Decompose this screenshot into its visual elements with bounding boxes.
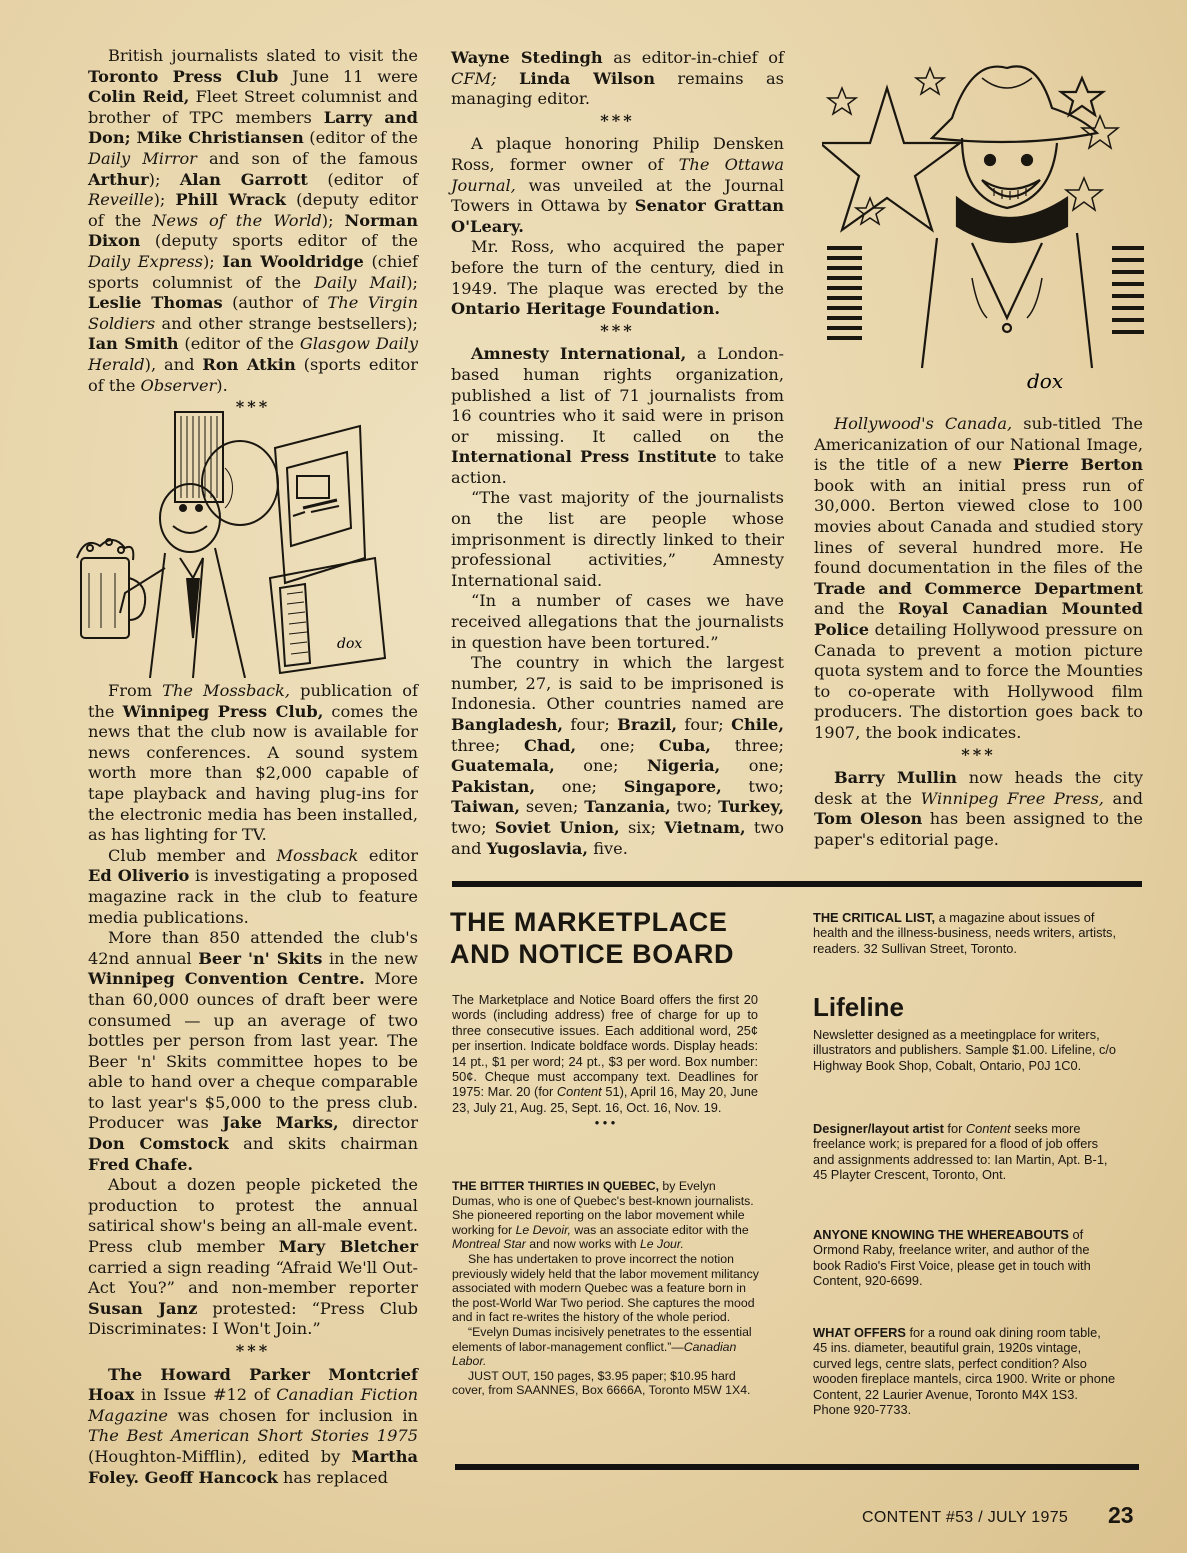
ad-designer (813, 1121, 1118, 1183)
bold-text: Leslie Thomas (88, 293, 223, 313)
text-run: publication of the (88, 681, 418, 721)
italic-text: Canadian Fiction Magazine (88, 1385, 419, 1425)
text-run: director (338, 1113, 418, 1133)
text-run: ), and (144, 354, 203, 374)
bold-text: Bangladesh, (451, 715, 564, 734)
bold-text: Vietnam, (664, 817, 746, 837)
lifeline-heading: Lifeline (813, 992, 905, 1022)
text-run: four; (676, 715, 732, 734)
bold-text: Yugoslavia, (486, 838, 589, 858)
text-run: A plaque honoring Philip Densken Ross, former owner of (451, 134, 784, 174)
bold-text: Don Comstock (88, 1134, 229, 1154)
text-run: two and (451, 817, 784, 858)
text-run: (sports editor of the (88, 354, 418, 395)
text-run: has replaced (277, 1467, 388, 1487)
bold-text: Ian Wooldridge (222, 251, 364, 271)
text-run: in Issue #12 of (134, 1385, 277, 1405)
bold-text: Tom Oleson (814, 809, 923, 829)
italic-text: Content (556, 1084, 602, 1100)
text-run: a London-based human rights organization, published a list of 71 journalists from 16 countries who it said were in prison or missing. It called on the (451, 344, 784, 446)
italic-text: News of the World (152, 210, 322, 230)
text-run: About a dozen people picketed the production to protest the annual satirical show's being an all-male event. Press club member (88, 1175, 418, 1257)
bold-text: Senator Grattan O'Leary. (451, 196, 784, 236)
text-run: ); (148, 169, 180, 189)
paragraph-mr-ross (451, 237, 784, 319)
bold-text: Ron Atkin (202, 354, 296, 374)
text-run: and skits chairman (228, 1134, 418, 1154)
separator-stars: *** (600, 110, 635, 130)
text-run: was unveiled at the Journal Towers in Ottawa by (451, 175, 784, 216)
text-run: as editor-in-chief of (602, 48, 784, 67)
bold-text: Larry and Don; Mike Christiansen (88, 107, 419, 148)
text-run: for (943, 1121, 966, 1136)
text-run: comes the news that the club now is available for news conferences. A sound system worth more than $2,000 capable of tape playback and having plug-ins for the electronic media has been installed, as has lighting for TV. (88, 701, 419, 845)
italic-text: The Virgin Soldiers (88, 293, 418, 333)
text-run: has been assigned to the paper's editorial page. (814, 809, 1143, 849)
text-run: three; (451, 735, 525, 755)
bold-text: Jake Marks, (222, 1113, 339, 1133)
paragraph-picketed (88, 1175, 418, 1340)
bold-text: WHAT OFFERS (813, 1325, 906, 1340)
marketplace-heading: THE MARKETPLACE AND NOTICE BOARD (450, 907, 735, 969)
text-run: to take action. (451, 447, 784, 487)
text-run: protested: “Press Club Discriminates: I Won't Join.” (88, 1298, 419, 1339)
ad-what-offers (813, 1325, 1118, 1417)
text-run: Mr. Ross, who acquired the paper before the turn of the century, died in 1949. The plaque was erected by the (451, 237, 784, 298)
text-run: She has undertaken to prove incorrect the notion previously widely held that the labor movement militancy associated with modern Quebec was a feature born in the post-World War Two period. She captures the mood and in fact re-writes the history of the whole period. (452, 1251, 759, 1325)
column-1-top (88, 46, 418, 421)
text-run: one; (576, 735, 659, 755)
paragraph-howard-parker (88, 1365, 418, 1489)
italic-text: Reveille (88, 190, 154, 210)
italic-text: Observer (140, 375, 217, 395)
italic-text: Canadian Labor. (452, 1339, 737, 1369)
italic-text: Content (965, 1121, 1011, 1136)
bold-text: Pakistan, (451, 776, 536, 796)
text-run: (editor of the (178, 334, 300, 354)
italic-text: CFM; (451, 68, 497, 88)
bold-text: International Press Institute (451, 447, 717, 467)
bold-text: Ontario Heritage Foundation. (451, 299, 721, 319)
bold-text: Singapore, (623, 776, 722, 796)
text-run: British journalists slated to visit the (108, 46, 418, 65)
text-run: two; (451, 817, 495, 837)
bold-text: Ed Oliverio (88, 866, 190, 886)
bold-text: Pierre Berton (1012, 455, 1144, 475)
divider-top (452, 881, 1142, 887)
text-run: ); (406, 272, 418, 292)
text-run (497, 69, 519, 88)
text-run: June 11 were (278, 66, 418, 86)
bold-text: Phill Wrack (175, 190, 286, 210)
column-1-bottom (88, 681, 418, 1488)
separator-stars: *** (961, 744, 996, 764)
text-run: Fleet Street columnist and brother of TPC members (88, 87, 418, 127)
bold-text: Nigeria, (646, 756, 721, 776)
bold-text: The Howard Parker Montcrief Hoax (88, 1364, 418, 1405)
bold-text: Beer 'n' Skits (198, 948, 323, 968)
text-run: ). (216, 375, 228, 395)
paragraph-british-journalists (88, 46, 418, 396)
bold-text: Tanzania, (584, 797, 671, 817)
paragraph-amnesty (451, 344, 784, 488)
text-run: ); (321, 210, 345, 230)
italic-text: Le Jour. (639, 1237, 684, 1252)
text-run: remains as managing editor. (451, 68, 784, 109)
text-run: book with an initial press run of 30,000. Berton viewed close to 100 movies about Canada and studied story lines of several hundred more. He found documentation in the files of the (814, 475, 1143, 578)
bold-text: Barry Mullin (834, 768, 957, 788)
bold-text: Chad, (524, 735, 577, 755)
text-run: of Ormond Raby, freelance writer, and author of the book Radio's First Voice, please get in touch with Content, 920-6699. (813, 1227, 1091, 1289)
bold-text: Soviet Union, (494, 817, 620, 837)
separator-stars: *** (600, 320, 635, 340)
bold-text: Winnipeg Convention Centre. (88, 969, 365, 989)
italic-text: The Ottawa Journal, (451, 154, 785, 195)
bold-text: Brazil, (617, 715, 677, 734)
bold-text: Arthur (88, 169, 149, 189)
text-run: two; (670, 797, 719, 817)
cartoon-beer-man-illustration (75, 408, 420, 678)
paragraph-barry-mullin (814, 768, 1143, 850)
bold-text: THE CRITICAL LIST, (813, 910, 936, 925)
text-run: seeks more freelance work; is prepared for a flood of job offers and assignments addressed to: Ian Martin, Apt. B-1, 45 Playter Crescent, Toronto, Ont. (813, 1121, 1108, 1183)
text-run: “In a number of cases we have received allegations that the journalists in question have been tortured.” (451, 591, 784, 652)
text-run: The Marketplace and Notice Board offers the first 20 words (including address) free of charge for up to three consecutive issues. Each additional word, 25¢ per insertion. Indicate boldface words. Display heads: 14 pt., $1 per word; 24 pt., $3 per word. Box number: 50¢. Cheque must accompany text. Deadlines for 1975: Mar. 20 (for (452, 992, 758, 1100)
text-run: one; (535, 776, 624, 796)
text-run: (editor of the (303, 128, 418, 148)
cartoon-signature: dox (337, 636, 363, 652)
paragraph-countries (451, 653, 784, 859)
text-run: sub-titled The Americanization of our National Image, is the title of a new (814, 414, 1144, 475)
text-run: now heads the city desk at the (814, 768, 1143, 808)
italic-text: Winnipeg Free Press, (920, 788, 1104, 808)
bold-text: Wayne Stedingh (451, 48, 603, 67)
text-run: and son of the famous (196, 148, 418, 168)
footer-publication: CONTENT #53 / JULY 1975 (862, 1509, 1069, 1526)
bold-text: THE BITTER THIRTIES IN QUEBEC, (452, 1179, 660, 1193)
bold-text: Norman Dixon (88, 210, 419, 251)
italic-text: Mossback (276, 845, 359, 865)
italic-text: Le Devoir, (515, 1222, 571, 1237)
paragraph-mossback (88, 681, 418, 846)
text-run: was an associate editor with the (570, 1222, 749, 1237)
divider-bottom (455, 1464, 1139, 1470)
text-run: carried a sign reading “Afraid We'll Out-Act You?” and non-member reporter (88, 1257, 418, 1298)
text-run: a magazine about issues of health and the illness-business, needs writers, artists, readers. 32 Sullivan Street, Toronto. (813, 910, 1117, 956)
bold-text: Linda Wilson (519, 68, 655, 88)
text-run: was chosen for inclusion in (167, 1405, 418, 1425)
text-run: (chief sports columnist of the (88, 251, 419, 292)
column-2 (451, 48, 784, 859)
italic-text: Daily Mirror (88, 148, 197, 168)
text-run: and other strange bestsellers); (155, 313, 418, 333)
text-run: three; (710, 735, 784, 755)
ad-anyone-knowing (813, 1227, 1117, 1289)
bold-text: Amnesty International, (471, 344, 687, 364)
text-run: five. (588, 838, 628, 858)
ad-lifeline (813, 1027, 1125, 1073)
italic-text: Daily Express (88, 251, 203, 271)
column-3 (814, 414, 1143, 850)
text-run: ); (153, 190, 176, 210)
text-run: one; (554, 756, 647, 776)
text-run: (editor of (307, 169, 418, 189)
text-run: From (108, 681, 163, 700)
ad-bitter-thirties (452, 1179, 759, 1398)
text-run: (deputy sports editor of the (140, 231, 418, 251)
bold-text: Martha Foley. Geoff Hancock (88, 1446, 418, 1487)
text-run: More than 850 attended the club's 42nd annual (88, 928, 418, 968)
bold-text: Colin Reid, (88, 87, 190, 107)
italic-text: Montreal Star (452, 1237, 526, 1252)
italic-text: The Best American Short Stories 1975 (88, 1426, 418, 1446)
paragraph-hollywoods-canada (814, 414, 1143, 744)
bold-text: Winnipeg Press Club, (122, 701, 324, 721)
text-run: in the new (322, 948, 418, 968)
bold-text: ANYONE KNOWING THE WHEREABOUTS (813, 1227, 1069, 1242)
paragraph-amnesty-quote (451, 488, 784, 591)
page-number: 23 (1108, 1502, 1134, 1528)
text-run: and the (814, 599, 898, 619)
text-run: seven; (519, 797, 585, 817)
bold-text: Trade and Commerce Department (814, 578, 1143, 598)
bold-text: Taiwan, (451, 797, 520, 817)
bold-text: Guatemala, (451, 756, 555, 776)
marketplace-intro: The Marketplace and Notice Board offers the first 20 words (including address) free of charge for up to three consecutive issues. Each additional word, 25¢ per insertion. Indicate boldface words. Display heads: 14 pt., $1 per word; 24 pt., $3 per word. Box number: 50¢. Cheque must accompany text. Deadlines for 1975: Mar. 20 (for Content 51), April 16, May 20, June 23, July 21, Aug. 25, Sept. 16, Oct. 16, Nov. 19. • • • (452, 992, 759, 1131)
text-run: (deputy editor of the (88, 190, 418, 230)
text-run: four; (563, 715, 618, 734)
italic-text: Glasgow Daily Herald (88, 334, 418, 374)
text-run: for a round oak dining room table, 45 ins. diameter, beautiful grain, 1920s vintage, curved legs, centre slats, perfect condition? Also wooden fireplace mantels, circa 1900. Write or phone Content, 22 Laurier Avenue, Toronto M4X 1S3. Phone 920-7733. (813, 1325, 1116, 1418)
text-run: Club member and (108, 845, 277, 865)
text-run: and (1103, 788, 1143, 808)
bold-text: Cuba, (658, 735, 711, 755)
text-run: “Evelyn Dumas incisively penetrates to the essential elements of labor-management conflict.”— (452, 1324, 752, 1354)
separator-stars: *** (235, 1341, 271, 1360)
text-run: (Houghton-Mifflin), edited by (88, 1446, 352, 1466)
bold-text: Royal Canadian Mounted Police (814, 599, 1143, 639)
text-run: 51), April 16, May 20, June 23, July 21, Aug. 25, Sept. 16, Oct. 16, Nov. 19. (452, 1084, 759, 1115)
text-run: The country in which the largest number, 27, is said to be imprisoned is Indonesia. Other countries named are (451, 653, 784, 714)
text-run: Newsletter designed as a meetingplace for writers, illustrators and publishers. Sample $1.00. Lifeline, c/o Highway Book Shop, Cobalt, Ontario, P0J 1C0. (813, 1027, 1117, 1073)
text-run: detailing Hollywood pressure on Canada to prevent a motion picture quota system and to force the Mounties to co-operate with Hollywood film producers. The distortion goes back to 1907, the book indicates. (814, 619, 1143, 742)
cartoon-signature: dox (1027, 369, 1064, 393)
bold-text: Fred Chafe. (88, 1154, 194, 1174)
text-run: More than 60,000 ounces of draft beer were consumed — up an average of two bottles per person from last year. The Beer 'n' Skits committee hopes to be able to hand over a cheque comparable to last year's $5,000 to the press club. Producer was (88, 969, 418, 1133)
text-run: ); (202, 251, 223, 271)
ad-critical-list (813, 910, 1118, 956)
bold-text: Susan Janz (88, 1298, 198, 1318)
italic-text: Daily Mail (314, 272, 407, 292)
italic-text: Hollywood's Canada, (834, 414, 1013, 433)
text-run: is investigating a proposed magazine rack in the club to feature media publications. (88, 866, 418, 927)
bold-text: Alan Garrott (179, 169, 308, 189)
bold-text: Ian Smith (88, 334, 179, 354)
bold-text: Designer/layout artist (813, 1121, 944, 1136)
italic-text: The Mossback, (162, 681, 291, 700)
paragraph-ed-oliverio (88, 846, 418, 928)
text-run: “The vast majority of the journalists on the list are people whose imprisonment is directly linked to their professional activities,” Amnesty International said. (451, 488, 784, 590)
bold-text: Toronto Press Club (88, 66, 279, 86)
paragraph-tortured-quote (451, 591, 784, 653)
text-run: one; (720, 756, 785, 776)
cartoon-mountie-illustration (822, 48, 1147, 398)
text-run: by Evelyn Dumas, who is one of Quebec's best-known journalists. She pioneered reporting on the labor movement while working for (452, 1179, 754, 1237)
separator-stars: *** (235, 397, 271, 417)
paragraph-beer-n-skits (88, 928, 418, 1175)
text-run: and now works with (525, 1237, 640, 1252)
paragraph-wayne-stedingh (451, 48, 784, 110)
text-run: JUST OUT, 150 pages, $3.95 paper; $10.95 hard cover, from SAANNES, Box 6666A, Toronto M5W 1X4. (452, 1368, 751, 1398)
text-run: two; (721, 776, 784, 796)
bold-text: Turkey, (718, 797, 784, 817)
bold-text: Chile, (731, 715, 784, 734)
text-run: six; (619, 817, 665, 837)
text-run: editor (358, 845, 418, 865)
text-run: (author of (222, 293, 328, 313)
bold-text: Mary Bletcher (278, 1237, 418, 1257)
paragraph-plaque (451, 134, 784, 237)
